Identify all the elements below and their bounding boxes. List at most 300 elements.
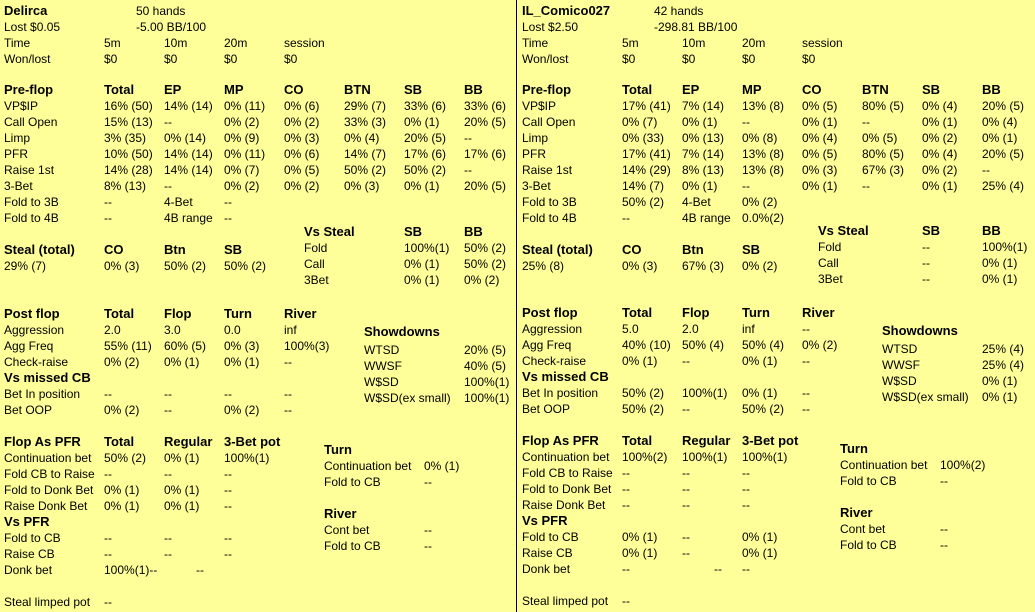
vs-pfr-label: Donk bet [522, 562, 571, 576]
preflop-cell: 0% (6) [284, 147, 320, 161]
steal-header: Btn [682, 242, 704, 257]
vs-steal-cell: 50% (2) [464, 257, 507, 271]
preflop-row-label: Raise 1st [4, 163, 55, 177]
steal-value: 0% (3) [622, 259, 658, 273]
postflop-cell: -- [802, 322, 810, 336]
flop-pfr-label: Fold CB to Raise [522, 466, 613, 480]
player-name: IL_Comico027 [522, 3, 611, 18]
fourbet-value: 0% (2) [742, 195, 778, 209]
missed-cb-cell: -- [164, 403, 172, 417]
missed-cb-title: Vs missed CB [4, 370, 91, 385]
vs-steal-header: Vs Steal [818, 223, 869, 238]
preflop-header: CO [284, 82, 304, 97]
vs-pfr-cell: 100%(1)-- [104, 563, 158, 577]
preflop-cell: 13% (8) [742, 99, 785, 113]
showdowns-title: Showdowns [364, 324, 440, 339]
preflop-cell: 15% (13) [104, 115, 153, 129]
postflop-cell: 3.0 [164, 323, 181, 337]
river-label: Cont bet [840, 522, 886, 536]
vs-steal-label: Fold [304, 241, 328, 255]
preflop-cell: 80% (5) [862, 147, 905, 161]
flop-pfr-cell: -- [742, 482, 750, 496]
vs-pfr-cell: -- [164, 531, 172, 545]
steal-header: SB [224, 242, 243, 257]
vs-pfr-cell: -- [104, 531, 112, 545]
vs-pfr-label: Fold to CB [522, 530, 579, 544]
postflop-header: Turn [742, 305, 770, 320]
lost-amount: Lost $2.50 [522, 20, 579, 34]
preflop-header: EP [164, 82, 182, 97]
turn-label: Fold to CB [840, 474, 897, 488]
postflop-cell: 60% (5) [164, 339, 207, 353]
steal-value: 50% (2) [164, 259, 207, 273]
preflop-cell: 14% (7) [344, 147, 387, 161]
time-label: Time [4, 36, 31, 50]
vs-pfr-cell: 0% (1) [622, 546, 658, 560]
preflop-cell: -- [464, 163, 472, 177]
preflop-cell: 0% (1) [802, 179, 838, 193]
postflop-cell: 2.0 [682, 322, 699, 336]
preflop-cell: 8% (13) [104, 179, 147, 193]
flop-pfr-cell: -- [164, 467, 172, 481]
time-col: session [802, 36, 843, 50]
flop-pfr-cell: 50% (2) [104, 451, 147, 465]
preflop-cell: 33% (6) [464, 99, 507, 113]
vs-pfr-cell: -- [714, 562, 722, 576]
preflop-cell: 0% (6) [284, 99, 320, 113]
postflop-cell: inf [742, 322, 755, 336]
vs-steal-cell: -- [922, 256, 930, 270]
missed-cb-label: Bet In position [4, 387, 81, 401]
wonlost-value: $0 [802, 52, 816, 66]
preflop-header: SB [404, 82, 423, 97]
preflop-cell: 0% (9) [224, 131, 260, 145]
preflop-cell: 25% (4) [982, 179, 1025, 193]
postflop-row-label: Check-raise [4, 355, 69, 369]
preflop-cell: 0% (4) [922, 147, 958, 161]
turn-label: Continuation bet [324, 459, 412, 473]
preflop-header: CO [802, 82, 822, 97]
preflop-header: MP [224, 82, 244, 97]
missed-cb-cell: 0% (2) [104, 403, 140, 417]
time-col: 10m [682, 36, 706, 50]
preflop-cell: 0% (1) [682, 179, 718, 193]
preflop-header: Total [104, 82, 135, 97]
hands-count: 42 hands [654, 4, 704, 18]
preflop-header: MP [742, 82, 762, 97]
showdown-label: W$SD [882, 374, 917, 388]
vs-steal-label: Call [818, 256, 839, 270]
steal-header: Btn [164, 242, 186, 257]
vs-steal-label: Fold [818, 240, 842, 254]
preflop-cell: 0% (5) [284, 163, 320, 177]
postflop-cell: -- [284, 355, 292, 369]
preflop-cell: 0% (1) [682, 115, 718, 129]
turn-title: Turn [840, 441, 868, 456]
preflop-cell: 0% (1) [404, 179, 440, 193]
vs-pfr-cell: -- [224, 547, 232, 561]
preflop-header: BTN [344, 82, 371, 97]
river-value: -- [424, 523, 432, 537]
river-title: River [840, 505, 873, 520]
flop-pfr-label: Raise Donk Bet [522, 498, 606, 512]
flop-pfr-header: Total [104, 434, 135, 449]
postflop-cell: 0% (2) [104, 355, 140, 369]
preflop-cell: 0% (7) [622, 115, 658, 129]
postflop-cell: 2.0 [104, 323, 121, 337]
time-col: session [284, 36, 325, 50]
river-label: Fold to CB [324, 539, 381, 553]
turn-label: Fold to CB [324, 475, 381, 489]
wonlost-label: Won/lost [4, 52, 51, 66]
flop-pfr-cell: -- [622, 466, 630, 480]
postflop-header: Total [622, 305, 653, 320]
postflop-row-label: Aggression [4, 323, 65, 337]
preflop-cell: 0% (1) [802, 115, 838, 129]
flop-pfr-cell: 0% (1) [104, 499, 140, 513]
preflop-cell: 14% (29) [622, 163, 671, 177]
postflop-header: Flop [682, 305, 710, 320]
river-value: -- [940, 538, 948, 552]
flop-pfr-label: Raise Donk Bet [4, 499, 88, 513]
postflop-cell: 0% (1) [164, 355, 200, 369]
preflop-cell: 0% (3) [344, 179, 380, 193]
steal-limped-label: Steal limped pot [522, 594, 609, 608]
fold-to-3b-value: 50% (2) [622, 195, 665, 209]
preflop-header: Pre-flop [4, 82, 54, 97]
time-col: 20m [742, 36, 766, 50]
fourbet-label: 4-Bet [682, 195, 711, 209]
vs-pfr-label: Raise CB [4, 547, 55, 561]
vs-pfr-cell: -- [682, 546, 690, 560]
time-label: Time [522, 36, 549, 50]
fourbet-range-value: -- [224, 211, 232, 225]
fold-to-3b-value: -- [104, 195, 112, 209]
showdown-value: 100%(1) [464, 391, 510, 405]
flop-pfr-cell: -- [742, 498, 750, 512]
river-value: -- [940, 522, 948, 536]
flop-pfr-header: 3-Bet pot [742, 433, 799, 448]
vs-steal-label: 3Bet [818, 272, 843, 286]
fold-to-4b-label: Fold to 4B [4, 211, 59, 225]
preflop-cell: 80% (5) [862, 99, 905, 113]
preflop-cell: 13% (8) [742, 163, 785, 177]
fold-to-3b-label: Fold to 3B [522, 195, 577, 209]
preflop-cell: 0% (4) [982, 115, 1018, 129]
preflop-cell: 0% (2) [922, 163, 958, 177]
preflop-row-label: 3-Bet [4, 179, 33, 193]
vs-steal-cell: 0% (1) [404, 273, 440, 287]
preflop-cell: 0% (8) [742, 131, 778, 145]
vs-steal-header: SB [922, 223, 941, 238]
preflop-cell: 0% (5) [802, 147, 838, 161]
lost-amount: Lost $0.05 [4, 20, 61, 34]
steal-limped-label: Steal limped pot [4, 595, 91, 609]
time-col: 20m [224, 36, 248, 50]
postflop-row-label: Agg Freq [4, 339, 54, 353]
preflop-cell: 29% (7) [344, 99, 387, 113]
postflop-row-label: Agg Freq [522, 338, 572, 352]
bb-per-100: -5.00 BB/100 [136, 20, 207, 34]
preflop-cell: 17% (41) [622, 147, 671, 161]
showdown-label: W$SD(ex small) [882, 390, 969, 404]
postflop-cell: 0% (3) [224, 339, 260, 353]
postflop-cell: -- [802, 354, 810, 368]
preflop-cell: 33% (6) [404, 99, 447, 113]
preflop-cell: 0% (5) [802, 99, 838, 113]
vs-pfr-cell: -- [622, 562, 630, 576]
vs-pfr-cell: 0% (1) [742, 530, 778, 544]
vs-pfr-cell: 0% (1) [742, 546, 778, 560]
preflop-cell: 17% (41) [622, 99, 671, 113]
postflop-cell: 5.0 [622, 322, 639, 336]
preflop-cell: 0% (4) [802, 131, 838, 145]
preflop-cell: 0% (3) [802, 163, 838, 177]
flop-pfr-cell: 0% (1) [164, 451, 200, 465]
vs-pfr-title: Vs PFR [4, 514, 50, 529]
vs-steal-cell: -- [922, 272, 930, 286]
vs-pfr-cell: 0% (1) [622, 530, 658, 544]
missed-cb-cell: -- [284, 387, 292, 401]
time-col: 5m [104, 36, 121, 50]
steal-header: SB [742, 242, 761, 257]
flop-pfr-cell: 100%(1) [742, 450, 788, 464]
flop-pfr-cell: -- [682, 466, 690, 480]
preflop-cell: 16% (50) [104, 99, 153, 113]
showdown-value: 0% (1) [982, 390, 1018, 404]
preflop-cell: 7% (14) [682, 99, 725, 113]
preflop-cell: -- [862, 115, 870, 129]
missed-cb-label: Bet In position [522, 386, 599, 400]
turn-value: -- [940, 474, 948, 488]
preflop-cell: 33% (3) [344, 115, 387, 129]
missed-cb-cell: -- [682, 402, 690, 416]
showdown-label: WTSD [882, 342, 918, 356]
showdown-value: 20% (5) [464, 343, 507, 357]
postflop-cell: 0% (1) [742, 354, 778, 368]
vs-steal-cell: 0% (2) [464, 273, 500, 287]
vs-pfr-label: Raise CB [522, 546, 573, 560]
preflop-header: BB [464, 82, 483, 97]
preflop-cell: 14% (14) [164, 147, 213, 161]
vs-pfr-cell: -- [104, 547, 112, 561]
steal-value: 67% (3) [682, 259, 725, 273]
showdown-value: 25% (4) [982, 358, 1025, 372]
missed-cb-cell: -- [104, 387, 112, 401]
postflop-cell: inf [284, 323, 297, 337]
fourbet-range-value: 0.0%(2) [742, 211, 785, 225]
preflop-cell: 0% (3) [284, 131, 320, 145]
preflop-cell: 0% (4) [922, 99, 958, 113]
wonlost-value: $0 [224, 52, 238, 66]
preflop-row-label: VP$IP [522, 99, 557, 113]
preflop-cell: -- [742, 115, 750, 129]
missed-cb-cell: -- [802, 402, 810, 416]
postflop-row-label: Check-raise [522, 354, 587, 368]
preflop-cell: 50% (2) [344, 163, 387, 177]
flop-pfr-label: Continuation bet [4, 451, 92, 465]
preflop-cell: 20% (5) [982, 147, 1025, 161]
preflop-header: Pre-flop [522, 82, 572, 97]
player-panel-left [0, 0, 517, 612]
vs-steal-cell: 50% (2) [464, 241, 507, 255]
wonlost-label: Won/lost [522, 52, 569, 66]
preflop-cell: 20% (5) [464, 115, 507, 129]
fourbet-range-label: 4B range [164, 211, 213, 225]
showdowns-title: Showdowns [882, 323, 958, 338]
vs-steal-header: Vs Steal [304, 224, 355, 239]
vs-steal-header: BB [464, 224, 483, 239]
flop-pfr-cell: -- [224, 467, 232, 481]
missed-cb-cell: 50% (2) [742, 402, 785, 416]
vs-pfr-title: Vs PFR [522, 513, 568, 528]
river-label: Cont bet [324, 523, 370, 537]
postflop-cell: 50% (4) [742, 338, 785, 352]
turn-label: Continuation bet [840, 458, 928, 472]
wonlost-value: $0 [164, 52, 178, 66]
preflop-row-label: Call Open [4, 115, 58, 129]
vs-steal-cell: 100%(1) [982, 240, 1028, 254]
fold-to-3b-label: Fold to 3B [4, 195, 59, 209]
preflop-cell: 0% (2) [284, 179, 320, 193]
postflop-cell: 100%(3) [284, 339, 330, 353]
showdown-label: W$SD [364, 375, 399, 389]
steal-value: 50% (2) [224, 259, 267, 273]
postflop-cell: 0% (1) [224, 355, 260, 369]
turn-title: Turn [324, 442, 352, 457]
missed-cb-cell: -- [284, 403, 292, 417]
flop-pfr-cell: 100%(1) [224, 451, 270, 465]
steal-limped-value: -- [622, 594, 630, 608]
preflop-cell: 20% (5) [982, 99, 1025, 113]
postflop-header: Post flop [522, 305, 578, 320]
turn-value: -- [424, 475, 432, 489]
vs-steal-cell: 0% (1) [982, 256, 1018, 270]
preflop-cell: 7% (14) [682, 147, 725, 161]
preflop-cell: 67% (3) [862, 163, 905, 177]
preflop-cell: -- [862, 179, 870, 193]
vs-steal-header: SB [404, 224, 423, 239]
missed-cb-cell: -- [164, 387, 172, 401]
preflop-cell: 0% (1) [922, 115, 958, 129]
preflop-cell: 0% (33) [622, 131, 665, 145]
fourbet-label: 4-Bet [164, 195, 193, 209]
preflop-cell: -- [164, 179, 172, 193]
preflop-cell: 20% (5) [464, 179, 507, 193]
vs-pfr-cell: -- [682, 530, 690, 544]
vs-steal-cell: 0% (1) [404, 257, 440, 271]
preflop-cell: 0% (11) [224, 99, 266, 113]
flop-pfr-header: 3-Bet pot [224, 434, 281, 449]
flop-pfr-cell: 100%(1) [682, 450, 728, 464]
preflop-cell: 0% (13) [682, 131, 725, 145]
showdown-value: 40% (5) [464, 359, 507, 373]
steal-value: 0% (3) [104, 259, 140, 273]
turn-value: 100%(2) [940, 458, 986, 472]
vs-steal-cell: 100%(1) [404, 241, 450, 255]
wonlost-value: $0 [622, 52, 636, 66]
flop-pfr-cell: -- [224, 499, 232, 513]
preflop-cell: 14% (7) [622, 179, 665, 193]
vs-pfr-cell: -- [742, 562, 750, 576]
flop-pfr-label: Fold CB to Raise [4, 467, 95, 481]
showdown-label: WWSF [882, 358, 920, 372]
preflop-cell: 0% (4) [344, 131, 380, 145]
flop-pfr-cell: 0% (1) [164, 499, 200, 513]
fourbet-value: -- [224, 195, 232, 209]
preflop-row-label: Limp [4, 131, 31, 145]
time-col: 5m [622, 36, 639, 50]
postflop-cell: 0.0 [224, 323, 241, 337]
missed-cb-cell: 100%(1) [682, 386, 728, 400]
vs-steal-cell: 0% (1) [982, 272, 1018, 286]
hands-count: 50 hands [136, 4, 186, 18]
flop-pfr-header: Total [622, 433, 653, 448]
turn-value: 0% (1) [424, 459, 460, 473]
preflop-cell: 0% (2) [224, 179, 260, 193]
river-label: Fold to CB [840, 538, 897, 552]
vs-pfr-label: Fold to CB [4, 531, 61, 545]
steal-header: Steal (total) [4, 242, 75, 257]
preflop-cell: 14% (14) [164, 163, 213, 177]
player-panel-right [518, 0, 1035, 612]
wonlost-value: $0 [104, 52, 118, 66]
postflop-cell: 0% (2) [802, 338, 838, 352]
postflop-cell: -- [682, 354, 690, 368]
flop-pfr-label: Continuation bet [522, 450, 610, 464]
postflop-header: River [802, 305, 835, 320]
fold-to-4b-value: -- [104, 211, 112, 225]
postflop-header: Post flop [4, 306, 60, 321]
preflop-cell: 20% (5) [404, 131, 447, 145]
preflop-cell: 0% (2) [922, 131, 958, 145]
flop-pfr-header: Regular [682, 433, 731, 448]
steal-value: 0% (2) [742, 259, 778, 273]
postflop-cell: 55% (11) [104, 339, 152, 353]
preflop-cell: 14% (14) [164, 99, 213, 113]
preflop-header: BB [982, 82, 1001, 97]
preflop-row-label: VP$IP [4, 99, 39, 113]
wonlost-value: $0 [284, 52, 298, 66]
flop-pfr-label: Fold to Donk Bet [4, 483, 94, 497]
preflop-cell: 0% (1) [982, 131, 1018, 145]
missed-cb-cell: -- [224, 387, 232, 401]
preflop-cell: 0% (1) [404, 115, 440, 129]
flop-pfr-header: Flop As PFR [522, 433, 599, 448]
missed-cb-cell: 50% (2) [622, 386, 665, 400]
missed-cb-title: Vs missed CB [522, 369, 609, 384]
missed-cb-cell: 0% (1) [742, 386, 778, 400]
flop-pfr-cell: 100%(2) [622, 450, 668, 464]
preflop-row-label: PFR [522, 147, 546, 161]
flop-pfr-cell: -- [682, 482, 690, 496]
preflop-header: EP [682, 82, 700, 97]
preflop-cell: 10% (50) [104, 147, 153, 161]
preflop-cell: 13% (8) [742, 147, 785, 161]
preflop-row-label: Limp [522, 131, 549, 145]
preflop-cell: 0% (2) [284, 115, 320, 129]
preflop-cell: 0% (1) [922, 179, 958, 193]
flop-pfr-cell: -- [742, 466, 750, 480]
showdown-label: WWSF [364, 359, 402, 373]
missed-cb-label: Bet OOP [522, 402, 571, 416]
preflop-header: BTN [862, 82, 889, 97]
flop-pfr-label: Fold to Donk Bet [522, 482, 612, 496]
preflop-cell: 8% (13) [682, 163, 725, 177]
flop-pfr-cell: 0% (1) [164, 483, 200, 497]
preflop-cell: 17% (6) [464, 147, 507, 161]
vs-steal-cell: -- [922, 240, 930, 254]
